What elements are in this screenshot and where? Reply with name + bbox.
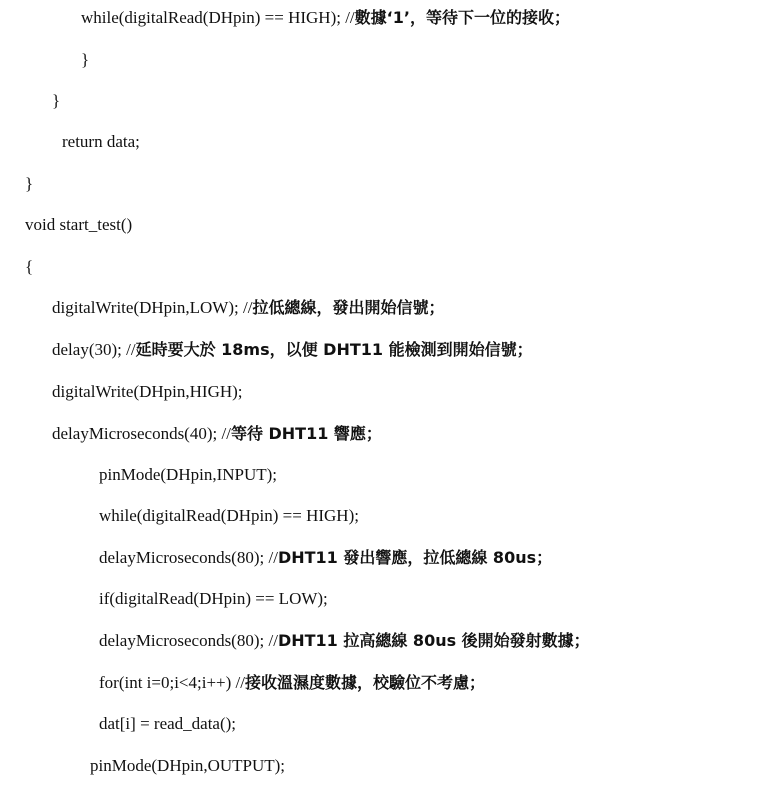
code-comment: 數據‘1’，等待下一位的接收；	[354, 8, 570, 27]
code-text: {	[25, 257, 34, 276]
code-comment: DHT11 發出響應，拉低總線 80us；	[277, 548, 553, 567]
code-line	[52, 424, 382, 444]
code-line	[99, 673, 485, 693]
code-comment: 拉低總線，發出開始信號；	[252, 298, 445, 317]
code-line	[99, 714, 236, 734]
code-text: void start_test()	[25, 215, 133, 234]
code-text: }	[25, 174, 34, 193]
code-line	[52, 298, 444, 318]
code-line	[52, 382, 243, 402]
code-text: for(int i=0;i<4;i++) //	[99, 673, 246, 692]
code-text: while(digitalRead(DHpin) == HIGH);	[99, 506, 359, 525]
code-line	[52, 91, 60, 111]
code-line	[99, 506, 359, 526]
code-line	[25, 257, 33, 277]
code-text: digitalWrite(DHpin,HIGH);	[52, 382, 243, 401]
code-text: pinMode(DHpin,INPUT);	[99, 465, 278, 484]
code-line	[99, 548, 552, 568]
code-comment: 等待 DHT11 響應；	[230, 424, 382, 443]
code-text: delayMicroseconds(80); //	[99, 548, 278, 567]
code-line	[90, 756, 285, 776]
code-text: while(digitalRead(DHpin) == HIGH); //	[81, 8, 355, 27]
code-text: pinMode(DHpin,OUTPUT);	[90, 756, 286, 775]
code-text: digitalWrite(DHpin,LOW); //	[52, 298, 253, 317]
code-line	[99, 589, 328, 609]
code-comment: DHT11 拉高總線 80us 後開始發射數據；	[277, 631, 590, 650]
code-line	[25, 174, 33, 194]
code-comment: 接收溫濕度數據，校驗位不考慮；	[245, 673, 486, 692]
code-line	[99, 465, 277, 485]
code-line	[62, 132, 140, 152]
code-text: delayMicroseconds(80); //	[99, 631, 278, 650]
code-text: delay(30); //	[52, 340, 136, 359]
code-line	[81, 8, 570, 28]
code-line	[99, 631, 590, 651]
code-text: dat[i] = read_data();	[99, 714, 237, 733]
code-line	[81, 50, 89, 70]
code-comment: 延時要大於 18ms，以便 DHT11 能檢測到開始信號；	[135, 340, 533, 359]
code-line	[52, 340, 533, 360]
code-text: delayMicroseconds(40); //	[52, 424, 231, 443]
code-text: return data;	[62, 132, 140, 151]
code-line	[25, 215, 132, 235]
code-text: }	[81, 50, 90, 69]
code-text: if(digitalRead(DHpin) == LOW);	[99, 589, 328, 608]
code-text: }	[52, 91, 61, 110]
